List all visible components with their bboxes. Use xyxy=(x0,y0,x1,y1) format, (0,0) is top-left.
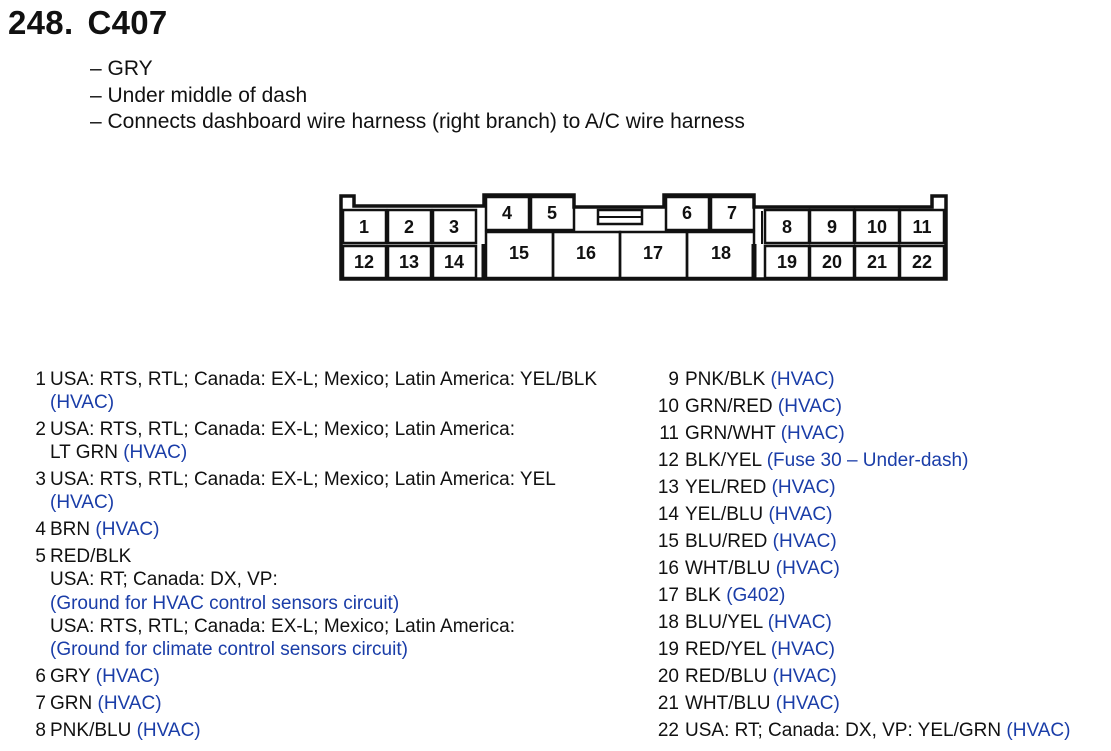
wire-info: BLK/YEL xyxy=(685,449,767,471)
pin-number: 19 xyxy=(657,638,679,660)
wire-info: USA: RTS, RTL; Canada: EX-L; Mexico; Latin America: YEL/BLK xyxy=(50,369,598,390)
circuit-reference: (HVAC) xyxy=(777,395,842,417)
pin-description-line xyxy=(685,584,785,607)
pin-number: 21 xyxy=(657,692,679,714)
pin-entry xyxy=(650,449,1110,472)
pin-entry xyxy=(22,692,662,715)
pin-description-line xyxy=(685,692,840,715)
wire-info: YEL/RED xyxy=(685,476,772,498)
pin-description-line xyxy=(50,665,160,688)
pin-description-line xyxy=(685,395,842,418)
wire-info: USA: RT; Canada: DX, VP: YEL/GRN xyxy=(685,719,1007,741)
cavity-label-5: 5 xyxy=(546,203,558,223)
pin-description-line xyxy=(685,449,968,472)
cavity-label-6: 6 xyxy=(681,203,693,223)
pin-description-line xyxy=(685,719,1070,742)
wire-info: BRN xyxy=(50,519,96,541)
circuit-reference: (Ground for HVAC control sensors circuit) xyxy=(50,592,400,614)
cavity-label-19: 19 xyxy=(776,252,798,272)
pin-description-line xyxy=(685,638,835,661)
pin-number: 14 xyxy=(657,503,679,525)
pin-entry xyxy=(22,518,662,541)
pin-description-line xyxy=(50,441,515,464)
pin-entry xyxy=(650,692,1110,715)
pin-description-line xyxy=(50,568,515,591)
pin-entry xyxy=(22,665,662,688)
pin-number: 2 xyxy=(35,419,46,441)
pin-description xyxy=(685,719,1070,742)
pin-description xyxy=(685,422,845,445)
wire-info: BLK xyxy=(685,584,727,606)
pin-description xyxy=(685,584,785,607)
wire-info: USA: RT; Canada: DX, VP: xyxy=(50,569,278,591)
wire-info: USA: RTS, RTL; Canada: EX-L; Mexico; Latin America: YEL xyxy=(50,469,556,491)
pin-entry xyxy=(650,611,1110,634)
pin-entry xyxy=(650,395,1110,418)
pin-description xyxy=(685,503,832,526)
pin-number: 12 xyxy=(657,449,679,471)
cavity-label-20: 20 xyxy=(821,252,843,272)
pin-entry xyxy=(650,557,1110,580)
wire-info: WHT/BLU xyxy=(685,557,776,579)
circuit-reference: (HVAC) xyxy=(123,442,188,464)
pin-number: 18 xyxy=(657,611,679,633)
wire-info: RED/YEL xyxy=(685,638,771,660)
cavity-label-7: 7 xyxy=(726,203,738,223)
pin-description-line xyxy=(685,611,832,634)
wire-info: WHT/BLU xyxy=(685,692,776,714)
pin-entry xyxy=(22,468,662,515)
circuit-reference: (HVAC) xyxy=(95,519,160,541)
cavity-label-4: 4 xyxy=(501,203,513,223)
wire-info: BLU/YEL xyxy=(685,611,768,633)
wire-info: USA: RTS, RTL; Canada: EX-L; Mexico; Latin America: xyxy=(50,615,515,637)
pin-number: 17 xyxy=(657,584,679,606)
pin-description-line xyxy=(50,491,556,514)
pin-number: 6 xyxy=(35,666,46,688)
cavity-label-9: 9 xyxy=(826,217,838,237)
cavity-label-11: 11 xyxy=(912,217,932,237)
pin-number: 3 xyxy=(35,469,46,491)
pin-description-line xyxy=(50,391,597,414)
pin-number: 10 xyxy=(657,395,679,417)
pin-number: 5 xyxy=(35,546,46,568)
pin-number: 7 xyxy=(35,692,46,714)
cavity-label-21: 21 xyxy=(866,252,888,272)
wire-info: USA: RTS, RTL; Canada: EX-L; Mexico; Latin America: xyxy=(50,419,515,441)
pin-description-line xyxy=(685,557,840,580)
wire-info: PNK/BLK xyxy=(685,369,771,390)
circuit-reference: (HVAC) xyxy=(770,369,835,390)
pin-description xyxy=(685,395,842,418)
circuit-reference: (Fuse 30 – Under-dash) xyxy=(766,449,969,471)
cavity-label-16: 16 xyxy=(575,243,597,263)
pin-number: 13 xyxy=(657,476,679,498)
cavity-label-14: 14 xyxy=(443,252,465,272)
pin-description xyxy=(685,476,836,499)
circuit-reference: (HVAC) xyxy=(771,476,836,498)
circuit-reference: (HVAC) xyxy=(775,557,840,579)
pin-entry xyxy=(22,368,662,415)
wire-info: GRN/WHT xyxy=(685,422,781,444)
wire-info: GRN xyxy=(50,692,98,714)
circuit-reference: (HVAC) xyxy=(768,503,833,525)
circuit-reference: (HVAC) xyxy=(780,422,845,444)
connector-index: 248. xyxy=(8,4,74,41)
circuit-reference: (HVAC) xyxy=(50,392,115,414)
cavity-label-1: 1 xyxy=(358,217,370,237)
circuit-reference: (HVAC) xyxy=(95,666,160,688)
connector-id: C407 xyxy=(87,4,168,41)
description-location: – Under middle of dash xyxy=(90,83,308,107)
pin-description-line xyxy=(50,368,597,391)
pin-description-line xyxy=(685,665,837,688)
pin-description xyxy=(50,418,515,465)
circuit-reference: (G402) xyxy=(726,584,786,606)
pin-entry xyxy=(650,638,1110,661)
pin-description xyxy=(50,518,159,541)
pin-entry xyxy=(650,368,1110,391)
circuit-reference: (HVAC) xyxy=(767,611,832,633)
pin-entry xyxy=(650,476,1110,499)
pin-number: 8 xyxy=(35,719,46,741)
cavity-label-12: 12 xyxy=(353,252,375,272)
pin-description-line xyxy=(50,518,159,541)
wire-info: BLU/RED xyxy=(685,530,773,552)
pin-description xyxy=(685,665,837,688)
circuit-reference: (HVAC) xyxy=(772,530,837,552)
pin-description-line xyxy=(50,592,515,615)
pin-entry xyxy=(650,584,1110,607)
pin-description xyxy=(50,665,160,688)
pin-description xyxy=(50,719,201,742)
pin-entry xyxy=(22,719,662,742)
pin-number: 15 xyxy=(657,530,679,552)
circuit-reference: (HVAC) xyxy=(1006,719,1071,741)
pin-description-line xyxy=(50,418,515,441)
pin-description xyxy=(685,449,968,472)
pin-description-line xyxy=(685,503,832,526)
circuit-reference: (HVAC) xyxy=(772,665,837,687)
pin-description xyxy=(50,692,162,715)
pin-entry xyxy=(650,719,1110,742)
pin-entry xyxy=(650,530,1110,553)
pin-entry xyxy=(650,665,1110,688)
pin-description-line xyxy=(50,692,162,715)
pin-description xyxy=(685,692,840,715)
pin-description xyxy=(50,368,597,415)
wire-info: LT GRN xyxy=(50,442,124,464)
pin-description-line xyxy=(50,719,201,742)
pin-list-left xyxy=(22,368,662,745)
wire-info: YEL/BLU xyxy=(685,503,769,525)
cavity-label-17: 17 xyxy=(642,243,664,263)
pin-number: 20 xyxy=(657,665,679,687)
pin-number: 9 xyxy=(668,369,679,390)
pin-description-line xyxy=(685,530,837,553)
pin-description xyxy=(50,468,556,515)
description-color: – GRY xyxy=(90,57,153,80)
pin-description-line xyxy=(50,615,515,638)
pin-list-right xyxy=(650,368,1110,746)
pin-number: 1 xyxy=(35,369,46,390)
circuit-reference: (HVAC) xyxy=(50,492,115,514)
wire-info: GRY xyxy=(50,666,96,688)
pin-description-line xyxy=(50,545,515,568)
pin-number: 11 xyxy=(659,422,679,444)
wire-info: GRN/RED xyxy=(685,395,778,417)
pin-description-line xyxy=(50,638,515,661)
circuit-reference: (HVAC) xyxy=(136,719,201,741)
pin-description xyxy=(685,368,835,391)
pin-number: 4 xyxy=(35,519,46,541)
pin-description-line xyxy=(50,468,556,491)
circuit-reference: (HVAC) xyxy=(97,692,162,714)
cavity-label-3: 3 xyxy=(448,217,460,237)
pin-entry xyxy=(22,545,662,661)
cavity-label-10: 10 xyxy=(866,217,888,237)
cavity-label-22: 22 xyxy=(911,252,933,272)
circuit-reference: (Ground for climate control sensors circuit) xyxy=(50,639,408,661)
cavity-label-15: 15 xyxy=(508,243,530,263)
pin-description-line xyxy=(685,476,836,499)
pin-description xyxy=(685,557,840,580)
pin-entry xyxy=(650,503,1110,526)
cavity-label-18: 18 xyxy=(710,243,732,263)
wire-info: RED/BLU xyxy=(685,665,773,687)
cavity-label-13: 13 xyxy=(398,252,420,272)
pin-description xyxy=(685,611,832,634)
description-connects: – Connects dashboard wire harness (right branch) to A/C wire harness xyxy=(90,110,745,133)
pin-description-line xyxy=(685,422,845,445)
pin-number: 16 xyxy=(657,557,679,579)
cavity-label-8: 8 xyxy=(781,217,793,237)
circuit-reference: (HVAC) xyxy=(775,692,840,714)
pin-description-line xyxy=(685,368,835,391)
pin-description xyxy=(685,530,837,553)
pin-number: 22 xyxy=(657,719,679,741)
cavity-label-2: 2 xyxy=(403,217,415,237)
pin-description xyxy=(50,545,515,661)
pin-entry xyxy=(22,418,662,465)
wire-info: PNK/BLU xyxy=(50,719,137,741)
pin-description xyxy=(685,638,835,661)
circuit-reference: (HVAC) xyxy=(770,638,835,660)
pin-entry xyxy=(650,422,1110,445)
wire-info: RED/BLK xyxy=(50,546,132,568)
